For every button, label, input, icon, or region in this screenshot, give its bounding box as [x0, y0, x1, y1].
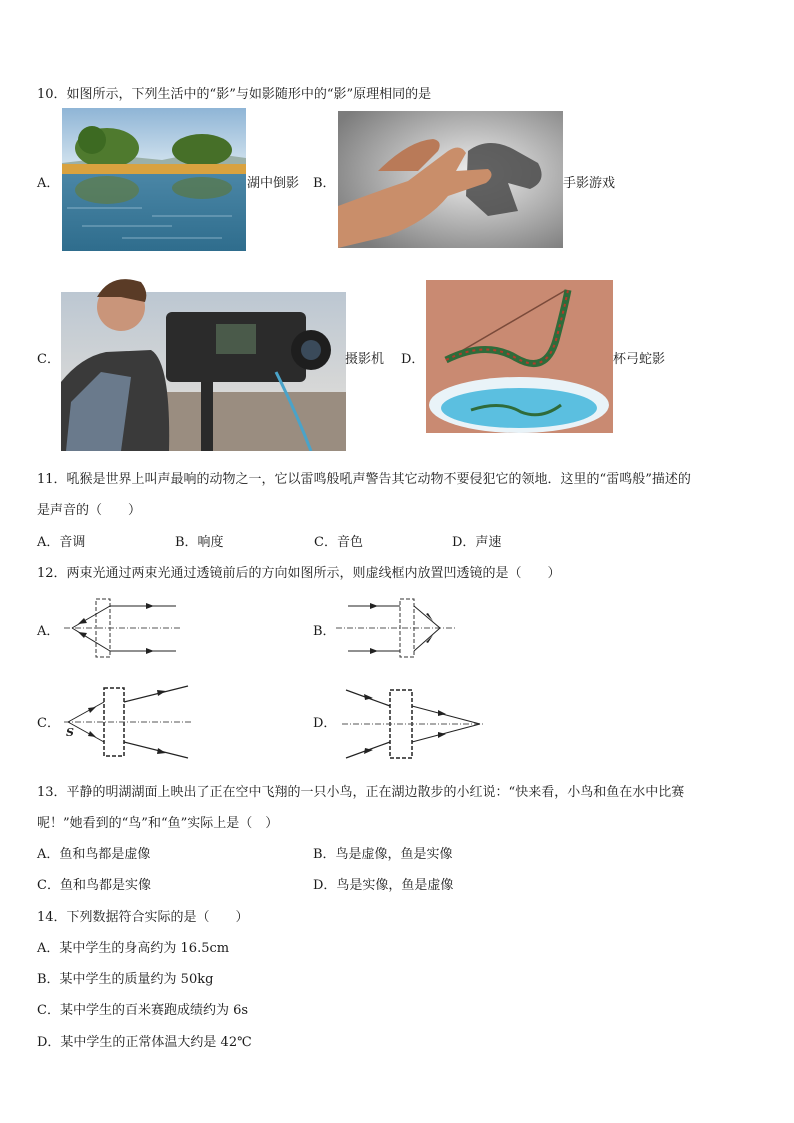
- q12-diagram-d: [342, 684, 486, 764]
- q10-option-a-letter: A．: [37, 176, 60, 191]
- q11-option-c: C．音色: [314, 535, 363, 550]
- q10-option-d-caption: 杯弓蛇影: [613, 352, 666, 367]
- q12-diagram-a: [64, 596, 184, 660]
- q14-option-b: B．某中学生的质量约为 50kg: [37, 972, 214, 987]
- q10-option-c-caption: 摄影机: [345, 352, 385, 367]
- q10-option-c-letter: C．: [37, 352, 60, 367]
- q10-option-b-letter: B．: [313, 176, 336, 191]
- q11-stem-line1: 11．吼猴是世界上叫声最响的动物之一，它以雷鸣般吼声警告其它动物不要侵犯它的领地．这里的“雷鸣般”描述的: [37, 472, 691, 487]
- q13-stem-line2: 呢！”她看到的“鸟”和“鱼”实际上是（ ）: [37, 816, 279, 831]
- q13-stem-line1: 13．平静的明湖湖面上映出了正在空中飞翔的一只小鸟，正在湖边散步的小红说：“快来看，小鸟和鱼在水中比赛: [37, 785, 685, 800]
- lake-reflection-image: [62, 108, 246, 251]
- hand-shadow-image: [338, 111, 563, 248]
- q12-stem: 12．两束光通过两束光通过透镜前后的方向如图所示，则虚线框内放置凹透镜的是（ ）: [37, 566, 561, 581]
- q13-option-b: B．鸟是虚像，鱼是实像: [313, 847, 453, 862]
- q13-option-c: C．鱼和鸟都是实像: [37, 878, 151, 893]
- q11-option-a: A．音调: [37, 535, 86, 550]
- q11-stem-line2: 是声音的（ ）: [37, 503, 142, 518]
- q11-option-b: B．响度: [175, 535, 224, 550]
- q12-diagram-c: [62, 684, 194, 760]
- q14-option-c: C．某中学生的百米赛跑成绩约为 6s: [37, 1003, 249, 1018]
- q10-stem: 10．如图所示，下列生活中的“影”与如影随形中的“影”原理相同的是: [37, 87, 432, 102]
- q12-option-b-letter: B．: [313, 624, 336, 639]
- q11-option-d: D．声速: [452, 535, 502, 550]
- snake-bow-image: [426, 280, 613, 433]
- point-s-label: S: [66, 726, 74, 739]
- q10-option-b-caption: 手影游戏: [563, 176, 616, 191]
- camera-operator-image: [61, 262, 346, 451]
- q14-stem: 14．下列数据符合实际的是（ ）: [37, 910, 249, 925]
- q10-option-a-caption: 湖中倒影: [247, 176, 300, 191]
- q12-option-a-letter: A．: [37, 624, 60, 639]
- q13-option-d: D．鸟是实像，鱼是虚像: [313, 878, 454, 893]
- q14-option-a: A．某中学生的身高约为 16.5cm: [37, 941, 230, 956]
- q12-option-d-letter: D．: [313, 716, 337, 731]
- q14-option-d: D．某中学生的正常体温大约是 42℃: [37, 1035, 252, 1050]
- q10-option-d-letter: D．: [401, 352, 425, 367]
- q13-option-a: A．鱼和鸟都是虚像: [37, 847, 151, 862]
- q12-diagram-b: [336, 596, 458, 660]
- q12-option-c-letter: C．: [37, 716, 60, 731]
